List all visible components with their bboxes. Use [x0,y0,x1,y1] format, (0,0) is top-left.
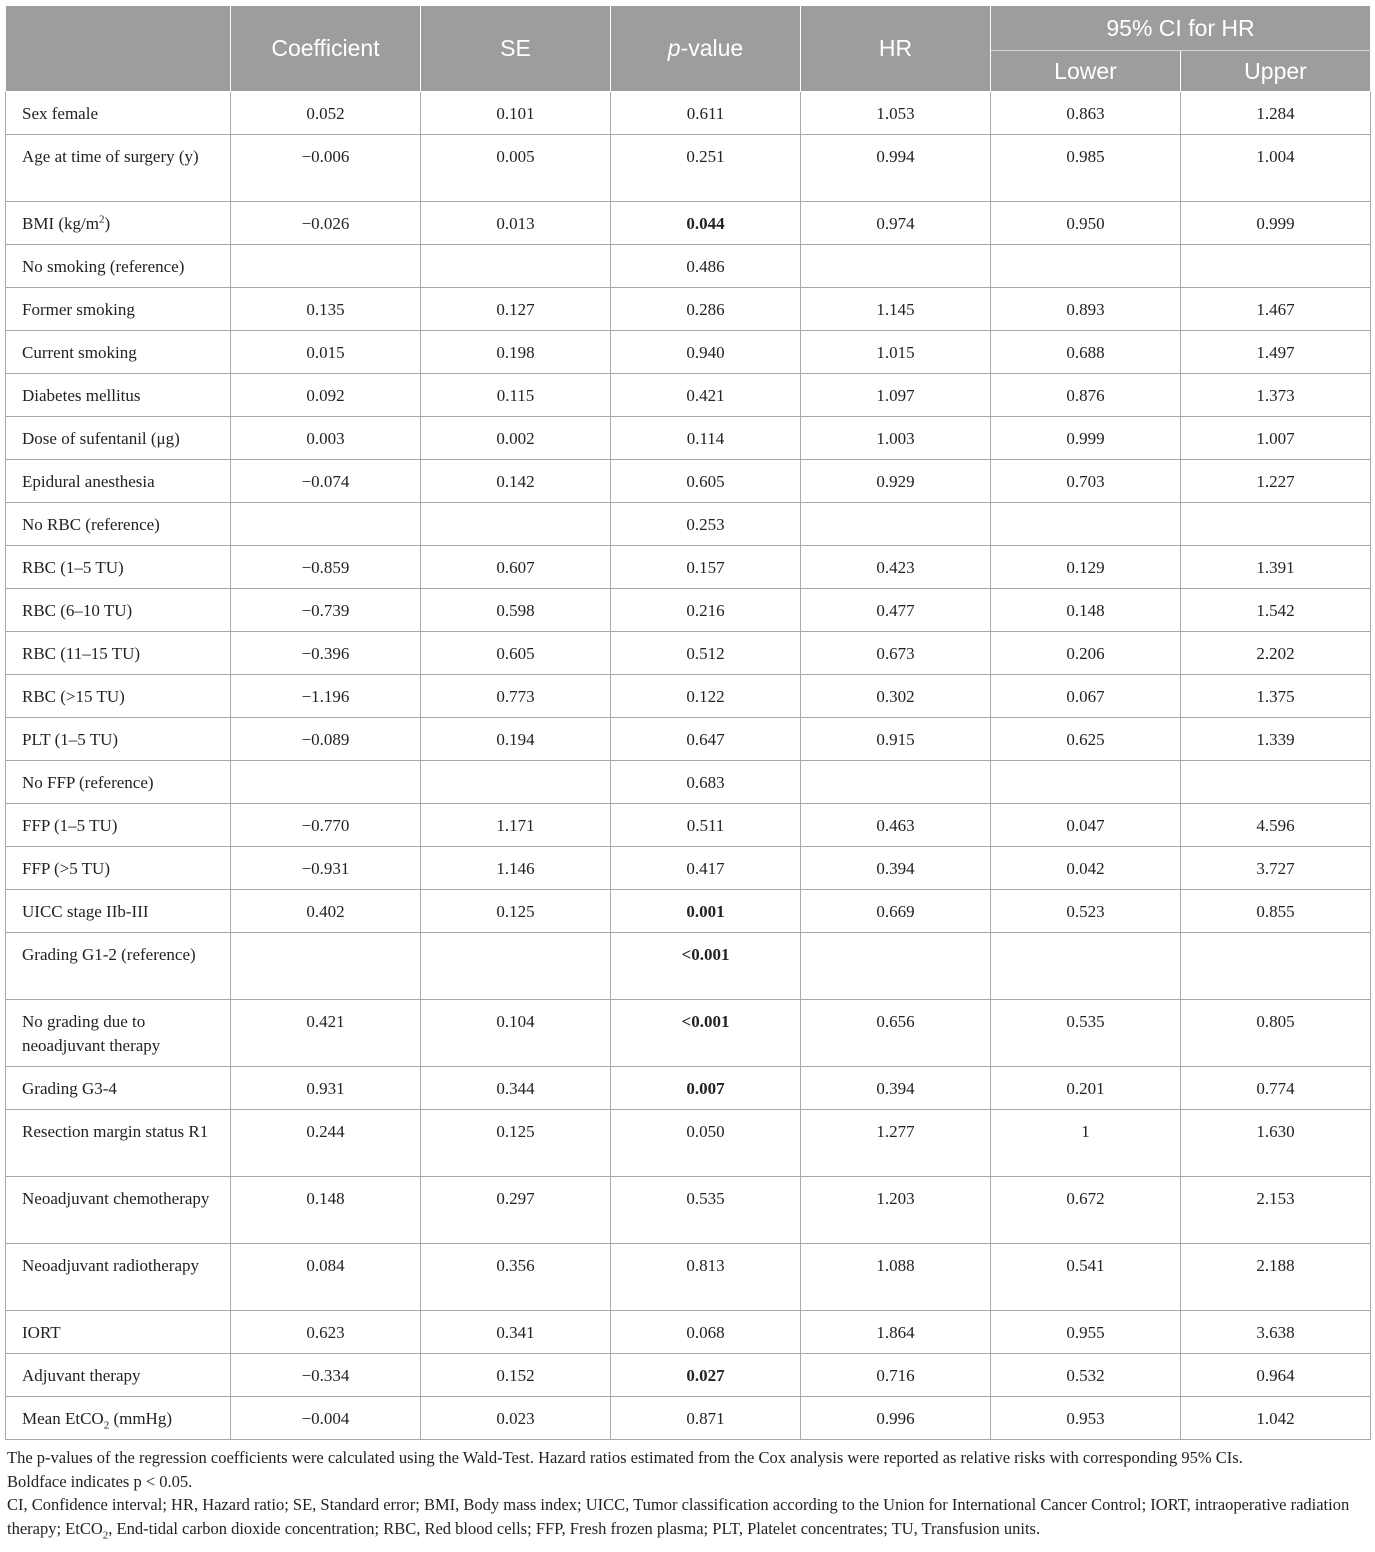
p-value-cell: 0.871 [611,1397,801,1440]
header-coefficient: Coefficient [231,6,421,92]
variable-cell: FFP (1–5 TU) [6,804,231,847]
coefficient-cell [231,761,421,804]
ci-upper-cell [1181,245,1371,288]
coefficient-cell: −0.074 [231,460,421,503]
se-cell: 0.023 [421,1397,611,1440]
p-value-cell: 0.611 [611,92,801,135]
se-cell: 0.002 [421,417,611,460]
hr-cell: 0.673 [801,632,991,675]
footnote-abbrev-part1: CI, Confidence interval; HR, Hazard ratio; SE, Standard error; BMI, Body mass index; UICC, Tumor classification according to the Union for International Cancer Control; IORT, intraoperative radiation therapy; EtCO [7,1495,1350,1538]
table-row [6,675,1371,718]
se-cell: 0.115 [421,374,611,417]
p-value-cell: 0.114 [611,417,801,460]
variable-cell: Former smoking [6,288,231,331]
table-row [6,847,1371,890]
se-cell: 0.607 [421,546,611,589]
p-value-cell: 0.486 [611,245,801,288]
hr-cell: 1.003 [801,417,991,460]
variable-cell: Resection margin status R1 [6,1110,231,1177]
hr-cell: 1.864 [801,1311,991,1354]
variable-cell: No RBC (reference) [6,503,231,546]
ci-upper-cell: 1.542 [1181,589,1371,632]
hr-cell: 0.929 [801,460,991,503]
ci-upper-cell: 1.375 [1181,675,1371,718]
variable-cell: Grading G3-4 [6,1067,231,1110]
coefficient-cell: −0.739 [231,589,421,632]
se-cell: 1.171 [421,804,611,847]
hr-cell: 0.669 [801,890,991,933]
ci-upper-cell: 1.339 [1181,718,1371,761]
se-cell: 0.104 [421,1000,611,1067]
hr-cell: 0.915 [801,718,991,761]
hr-cell [801,761,991,804]
p-value-cell: 0.535 [611,1177,801,1244]
se-cell: 0.152 [421,1354,611,1397]
ci-lower-cell [991,761,1181,804]
ci-upper-cell: 3.638 [1181,1311,1371,1354]
se-cell: 0.194 [421,718,611,761]
hr-cell: 0.477 [801,589,991,632]
hr-cell: 0.974 [801,202,991,245]
hr-cell: 0.656 [801,1000,991,1067]
p-value-cell: 0.421 [611,374,801,417]
coefficient-cell: 0.421 [231,1000,421,1067]
ci-lower-cell: 0.953 [991,1397,1181,1440]
header-p-rest: -value [680,35,744,61]
footnote-abbreviations [7,1493,1370,1540]
coefficient-cell: −0.396 [231,632,421,675]
variable-cell: Dose of sufentanil (μg) [6,417,231,460]
table-row [6,890,1371,933]
variable-cell: RBC (>15 TU) [6,675,231,718]
variable-label-sup: 2 [98,213,105,226]
ci-lower-cell: 0.955 [991,1311,1181,1354]
coefficient-cell: −0.770 [231,804,421,847]
variable-cell: No grading due to neoadjuvant therapy [6,1000,231,1067]
variable-cell: Neoadjuvant radiotherapy [6,1244,231,1311]
table-row [6,1000,1371,1067]
coefficient-cell [231,245,421,288]
table-row [6,288,1371,331]
p-value-cell: 0.605 [611,460,801,503]
se-cell: 0.101 [421,92,611,135]
hr-cell: 0.463 [801,804,991,847]
coefficient-cell: −0.859 [231,546,421,589]
header-upper: Upper [1181,51,1371,92]
p-value-cell: 0.512 [611,632,801,675]
coefficient-cell: −0.026 [231,202,421,245]
ci-upper-cell: 3.727 [1181,847,1371,890]
coefficient-cell: −0.931 [231,847,421,890]
ci-upper-cell [1181,933,1371,1000]
ci-lower-cell: 0.201 [991,1067,1181,1110]
table-row [6,546,1371,589]
p-value-cell: 0.417 [611,847,801,890]
table-row [6,1397,1371,1440]
p-value-cell: 0.251 [611,135,801,202]
coefficient-cell: −0.006 [231,135,421,202]
hr-cell [801,245,991,288]
coefficient-cell: 0.931 [231,1067,421,1110]
header-lower: Lower [991,51,1181,92]
p-value-cell: 0.511 [611,804,801,847]
coefficient-cell: 0.052 [231,92,421,135]
ci-lower-cell [991,503,1181,546]
se-cell: 1.146 [421,847,611,890]
ci-upper-cell: 0.999 [1181,202,1371,245]
ci-upper-cell: 1.467 [1181,288,1371,331]
ci-upper-cell: 1.004 [1181,135,1371,202]
coefficient-cell: 0.015 [231,331,421,374]
ci-upper-cell: 0.774 [1181,1067,1371,1110]
hr-cell: 0.394 [801,847,991,890]
table-row [6,1354,1371,1397]
hr-cell: 0.996 [801,1397,991,1440]
hr-cell: 1.097 [801,374,991,417]
coefficient-cell: 0.244 [231,1110,421,1177]
hr-cell: 1.203 [801,1177,991,1244]
p-value-cell: 0.050 [611,1110,801,1177]
header-hr: HR [801,6,991,92]
table-row [6,503,1371,546]
se-cell: 0.125 [421,890,611,933]
se-cell: 0.605 [421,632,611,675]
variable-cell: IORT [6,1311,231,1354]
se-cell: 0.341 [421,1311,611,1354]
ci-lower-cell: 0.703 [991,460,1181,503]
variable-cell: Diabetes mellitus [6,374,231,417]
footnote-abbrev-sub: 2 [102,1528,109,1541]
coefficient-cell: 0.084 [231,1244,421,1311]
ci-lower-cell: 0.541 [991,1244,1181,1311]
ci-upper-cell [1181,503,1371,546]
hr-cell: 0.716 [801,1354,991,1397]
ci-upper-cell: 1.630 [1181,1110,1371,1177]
variable-label-part: Mean EtCO [22,1409,104,1428]
hr-cell [801,933,991,1000]
se-cell: 0.773 [421,675,611,718]
table-row [6,417,1371,460]
table-row [6,202,1371,245]
table-row [6,718,1371,761]
table-body [6,92,1371,1440]
variable-label-sub: 2 [103,1419,110,1432]
se-cell: 0.013 [421,202,611,245]
hr-cell: 0.994 [801,135,991,202]
header-ci: 95% CI for HR [991,6,1371,51]
variable-label-part: (mmHg) [109,1409,172,1428]
table-row [6,804,1371,847]
se-cell [421,503,611,546]
ci-lower-cell: 1 [991,1110,1181,1177]
p-value-cell: 0.683 [611,761,801,804]
table-header [6,6,1371,92]
table-row [6,1244,1371,1311]
se-cell [421,761,611,804]
variable-cell: Sex female [6,92,231,135]
table-row [6,589,1371,632]
p-value-cell: 0.253 [611,503,801,546]
ci-upper-cell: 1.373 [1181,374,1371,417]
ci-upper-cell: 1.007 [1181,417,1371,460]
variable-cell: Age at time of surgery (y) [6,135,231,202]
ci-upper-cell: 2.202 [1181,632,1371,675]
ci-lower-cell: 0.067 [991,675,1181,718]
p-value-cell: 0.027 [611,1354,801,1397]
variable-cell [6,1397,231,1440]
coefficient-cell: 0.623 [231,1311,421,1354]
coefficient-cell: −1.196 [231,675,421,718]
ci-upper-cell: 0.964 [1181,1354,1371,1397]
coefficient-cell: −0.334 [231,1354,421,1397]
hr-cell [801,503,991,546]
variable-cell: Current smoking [6,331,231,374]
hr-cell: 1.053 [801,92,991,135]
ci-lower-cell: 0.532 [991,1354,1181,1397]
hr-cell: 0.302 [801,675,991,718]
cox-regression-table [5,5,1371,1440]
ci-lower-cell: 0.672 [991,1177,1181,1244]
p-value-cell: 0.007 [611,1067,801,1110]
p-value-cell: 0.044 [611,202,801,245]
p-value-cell: 0.813 [611,1244,801,1311]
ci-lower-cell: 0.535 [991,1000,1181,1067]
ci-lower-cell: 0.876 [991,374,1181,417]
se-cell: 0.344 [421,1067,611,1110]
footnote-boldface: Boldface indicates p < 0.05. [7,1471,193,1491]
se-cell: 0.125 [421,1110,611,1177]
p-value-cell: 0.647 [611,718,801,761]
table-row [6,460,1371,503]
hr-cell: 1.088 [801,1244,991,1311]
ci-upper-cell: 1.284 [1181,92,1371,135]
ci-upper-cell: 4.596 [1181,804,1371,847]
se-cell: 0.005 [421,135,611,202]
coefficient-cell: 0.135 [231,288,421,331]
se-cell: 0.127 [421,288,611,331]
ci-upper-cell: 0.805 [1181,1000,1371,1067]
variable-cell: UICC stage IIb-III [6,890,231,933]
table-container [5,5,1370,1540]
ci-upper-cell: 0.855 [1181,890,1371,933]
variable-cell: PLT (1–5 TU) [6,718,231,761]
table-row [6,632,1371,675]
table-row [6,245,1371,288]
header-variable [6,6,231,92]
coefficient-cell: 0.402 [231,890,421,933]
variable-cell: Grading G1-2 (reference) [6,933,231,1000]
footnote-method: The p-values of the regression coefficients were calculated using the Wald-Test. Hazard ratios estimated from the Cox analysis were reported as relative risks with corresponding 95% CIs. [7,1448,1243,1467]
ci-lower-cell: 0.625 [991,718,1181,761]
p-value-cell: <0.001 [611,933,801,1000]
table-row [6,933,1371,1000]
ci-upper-cell: 1.227 [1181,460,1371,503]
table-row [6,374,1371,417]
ci-upper-cell: 1.391 [1181,546,1371,589]
header-se: SE [421,6,611,92]
se-cell: 0.297 [421,1177,611,1244]
p-value-cell: 0.216 [611,589,801,632]
hr-cell: 1.277 [801,1110,991,1177]
table-row [6,1067,1371,1110]
ci-lower-cell: 0.047 [991,804,1181,847]
ci-lower-cell: 0.985 [991,135,1181,202]
coefficient-cell: −0.004 [231,1397,421,1440]
ci-lower-cell: 0.148 [991,589,1181,632]
ci-lower-cell: 0.950 [991,202,1181,245]
variable-label-part: ) [104,214,111,233]
variable-cell: Epidural anesthesia [6,460,231,503]
table-row [6,92,1371,135]
ci-lower-cell: 0.206 [991,632,1181,675]
p-value-cell: 0.122 [611,675,801,718]
se-cell: 0.198 [421,331,611,374]
ci-upper-cell [1181,761,1371,804]
se-cell [421,933,611,1000]
ci-lower-cell [991,245,1181,288]
variable-cell: FFP (>5 TU) [6,847,231,890]
hr-cell: 0.423 [801,546,991,589]
coefficient-cell: 0.092 [231,374,421,417]
p-value-cell: 0.068 [611,1311,801,1354]
variable-cell: No smoking (reference) [6,245,231,288]
ci-lower-cell: 0.129 [991,546,1181,589]
ci-upper-cell: 1.042 [1181,1397,1371,1440]
ci-lower-cell: 0.688 [991,331,1181,374]
variable-cell: No FFP (reference) [6,761,231,804]
coefficient-cell: 0.148 [231,1177,421,1244]
ci-upper-cell: 2.153 [1181,1177,1371,1244]
header-p-value [611,6,801,92]
p-value-cell: 0.940 [611,331,801,374]
p-value-cell: 0.001 [611,890,801,933]
se-cell: 0.598 [421,589,611,632]
ci-upper-cell: 1.497 [1181,331,1371,374]
table-row [6,1311,1371,1354]
variable-cell: Adjuvant therapy [6,1354,231,1397]
hr-cell: 1.145 [801,288,991,331]
variable-cell: Neoadjuvant chemotherapy [6,1177,231,1244]
header-p-italic: p [667,35,681,61]
se-cell: 0.142 [421,460,611,503]
table-row [6,1110,1371,1177]
hr-cell: 0.394 [801,1067,991,1110]
se-cell [421,245,611,288]
variable-cell: RBC (11–15 TU) [6,632,231,675]
variable-cell [6,202,231,245]
table-row [6,135,1371,202]
ci-lower-cell: 0.863 [991,92,1181,135]
table-row [6,331,1371,374]
ci-lower-cell [991,933,1181,1000]
variable-label-part: BMI (kg/m [22,214,99,233]
p-value-cell: 0.286 [611,288,801,331]
se-cell: 0.356 [421,1244,611,1311]
table-row [6,1177,1371,1244]
ci-lower-cell: 0.523 [991,890,1181,933]
footnote-abbrev-part2: , End-tidal carbon dioxide concentration; RBC, Red blood cells; FFP, Fresh frozen plasma; PLT, Platelet concentrates; TU, Transfusion units. [108,1518,1041,1538]
p-value-cell: 0.157 [611,546,801,589]
hr-cell: 1.015 [801,331,991,374]
p-value-cell: <0.001 [611,1000,801,1067]
ci-upper-cell: 2.188 [1181,1244,1371,1311]
ci-lower-cell: 0.893 [991,288,1181,331]
coefficient-cell [231,503,421,546]
table-row [6,761,1371,804]
ci-lower-cell: 0.042 [991,847,1181,890]
coefficient-cell: 0.003 [231,417,421,460]
coefficient-cell: −0.089 [231,718,421,761]
coefficient-cell [231,933,421,1000]
table-footnotes [5,1446,1370,1540]
variable-cell: RBC (1–5 TU) [6,546,231,589]
variable-cell: RBC (6–10 TU) [6,589,231,632]
ci-lower-cell: 0.999 [991,417,1181,460]
